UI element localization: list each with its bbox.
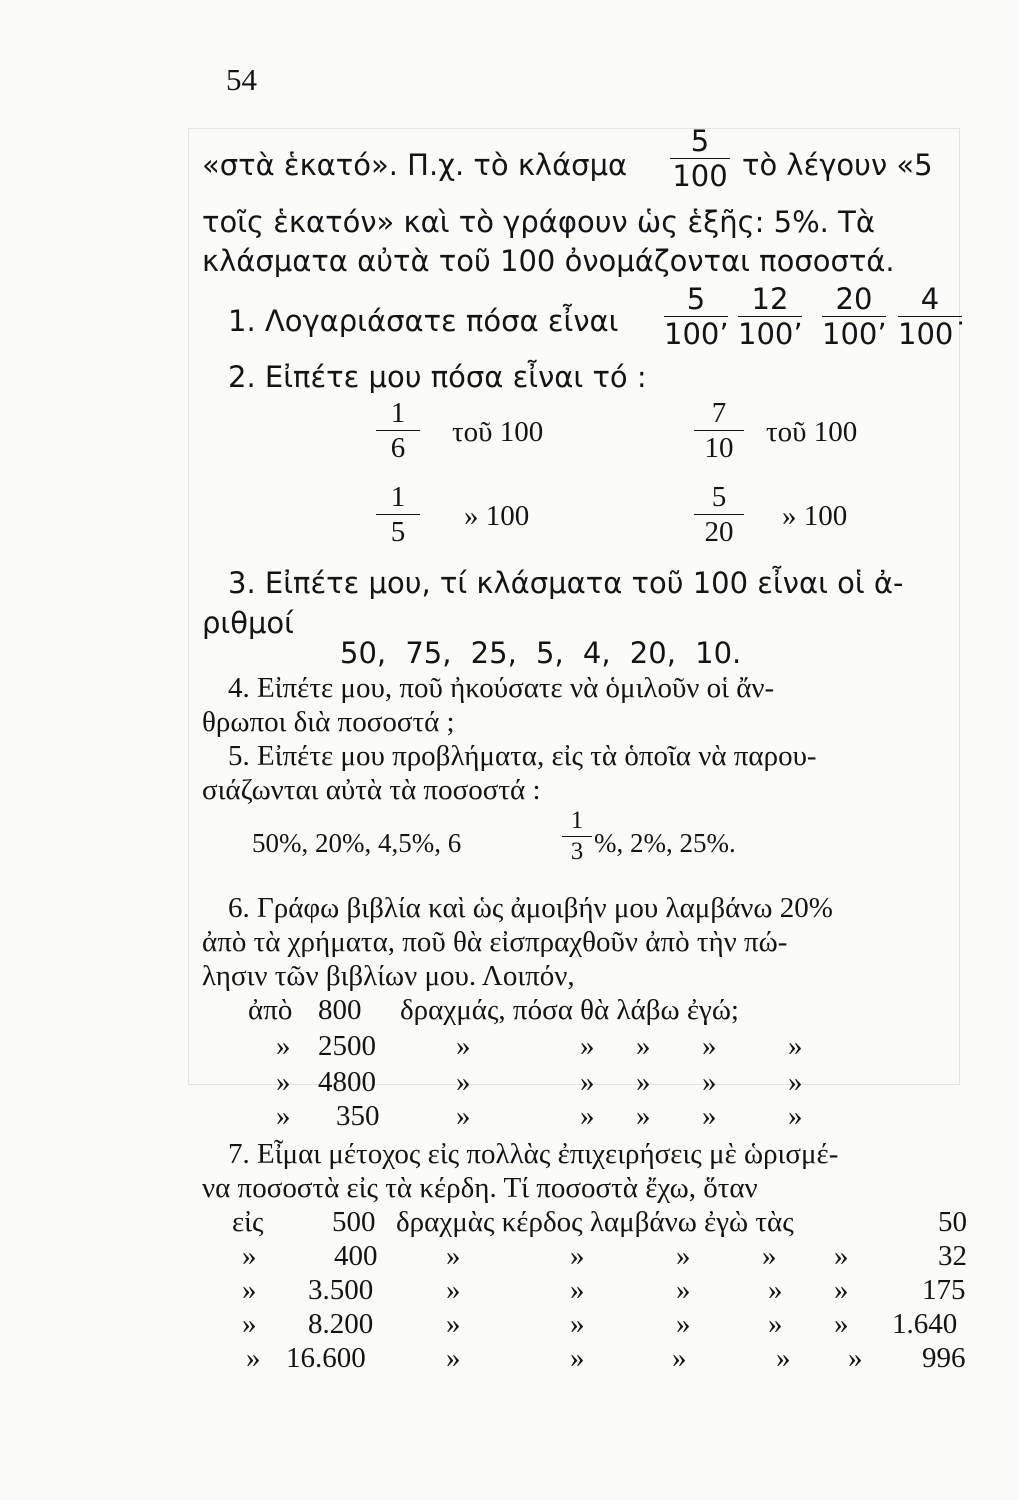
ditto-mark: »: [768, 1308, 783, 1340]
ditto-mark: »: [446, 1274, 461, 1306]
q7-row-value: 32: [938, 1240, 967, 1272]
q2-row2-frac-right: [694, 482, 744, 548]
q6-row-amount: 350: [336, 1100, 380, 1132]
q2-row2-right-den: 20: [704, 516, 734, 549]
ditto-mark: »: [762, 1240, 777, 1272]
ditto-mark: »: [242, 1308, 257, 1340]
ditto-mark: »: [276, 1100, 291, 1132]
q2-row1-text-left: τοῦ 100: [452, 416, 544, 448]
ditto-mark: »: [768, 1274, 783, 1306]
q1-fraction-2: [738, 284, 802, 350]
ditto-mark: »: [570, 1240, 585, 1272]
q7-row-value: 175: [922, 1274, 966, 1306]
q1-fraction-1: [664, 284, 728, 350]
page-number: 54: [226, 62, 257, 97]
q6-row-amount: 2500: [318, 1030, 376, 1062]
q2-row2-text-right: » 100: [782, 500, 848, 532]
q2-row1-text-right: τοῦ 100: [766, 416, 858, 448]
q2-row1-left-num: 1: [390, 397, 406, 429]
ditto-mark: »: [276, 1066, 291, 1098]
q5-line-1: 5. Εἰπέτε μου προβλήματα, εἰς τὰ ὁποῖα νὰ παρου-: [228, 740, 817, 772]
ditto-mark: »: [456, 1066, 471, 1098]
ditto-mark: »: [672, 1342, 687, 1374]
q2-row2-left-den: 5: [390, 516, 406, 549]
ditto-mark: »: [276, 1030, 291, 1062]
q7-first-text: δραχμὰς κέρδος λαμβάνω ἐγὼ τὰς: [396, 1206, 794, 1238]
q6-first-pre: ἀπὸ: [248, 994, 293, 1026]
intro-fraction: [670, 126, 730, 192]
q1-frac-1-den: 100’: [664, 317, 729, 352]
q6-first-text: δραχμάς, πόσα θὰ λάβω ἐγώ;: [400, 994, 739, 1026]
ditto-mark: »: [242, 1274, 257, 1306]
ditto-mark: »: [834, 1308, 849, 1340]
q2-row2-left-num: 1: [390, 481, 406, 513]
ditto-mark: »: [570, 1308, 585, 1340]
ditto-mark: »: [702, 1066, 717, 1098]
fraction-bar: [694, 430, 744, 431]
q3-line-2: ριθμοί: [202, 606, 294, 640]
q2-row1-right-num: 7: [711, 397, 727, 429]
q1-fraction-3: [822, 284, 886, 350]
ditto-mark: »: [702, 1030, 717, 1062]
intro-line-2: τοῖς ἑκατόν» καὶ τὸ γράφουν ὡς ἑξῆς: 5%. Τὰ: [202, 205, 875, 239]
q1-frac-3-den: 100’: [822, 317, 887, 352]
q7-line-2: να ποσοστὰ εἰς τὰ κέρδη. Τί ποσοστὰ ἔχω, ὅταν: [202, 1172, 758, 1204]
ditto-mark: »: [676, 1274, 691, 1306]
q2-row1-left-den: 6: [390, 432, 406, 465]
q5-percents-b: %, 2%, 25%.: [594, 828, 736, 858]
q2-row2-right-num: 5: [711, 481, 727, 513]
ditto-mark: »: [580, 1100, 595, 1132]
fraction-bar: [376, 514, 420, 515]
ditto-mark: »: [570, 1274, 585, 1306]
q5-frac-num: 1: [570, 807, 584, 834]
ditto-mark: »: [446, 1308, 461, 1340]
q7-line-1: 7. Εἶμαι μέτοχος εἰς πολλὰς ἐπιχειρήσεις μὲ ὡρισμέ-: [228, 1138, 839, 1170]
ditto-mark: »: [446, 1240, 461, 1272]
ditto-mark: »: [570, 1342, 585, 1374]
q1-frac-4-num: 4: [920, 282, 940, 316]
q7-first-pre: εἰς: [232, 1206, 264, 1238]
q1-frac-2-num: 12: [751, 282, 789, 316]
ditto-mark: »: [580, 1030, 595, 1062]
q3-line-1: 3. Εἰπέτε μου, τί κλάσματα τοῦ 100 εἶναι οἱ ἀ-: [228, 566, 904, 600]
q5-percents-a: 50%, 20%, 4,5%, 6: [252, 828, 462, 858]
q7-row-amount: 8.200: [308, 1308, 374, 1340]
ditto-mark: »: [848, 1342, 863, 1374]
q4-line-1: 4. Εἰπέτε μου, ποῦ ἠκούσατε νὰ ὁμιλοῦν οἱ ἄν-: [228, 672, 775, 704]
q7-row-amount: 3.500: [308, 1274, 374, 1306]
q2-row2-frac-left: [376, 482, 420, 548]
q2-row1-right-den: 10: [704, 432, 734, 465]
q6-first-amount: 800: [318, 994, 362, 1026]
q4-line-2: θρωποι διὰ ποσοστά ;: [202, 706, 455, 738]
intro-frac-num: 5: [690, 124, 710, 158]
intro-line-3: κλάσματα αὐτὰ τοῦ 100 ὀνομάζονται ποσοστά.: [202, 244, 895, 278]
ditto-mark: »: [636, 1100, 651, 1132]
q5-line-2: σιάζωνται αὐτὰ τὰ ποσοστά :: [202, 774, 541, 806]
fraction-bar: [694, 514, 744, 515]
q7-row-value: 996: [922, 1342, 966, 1374]
ditto-mark: »: [788, 1100, 803, 1132]
q2-row1-frac-right: [694, 398, 744, 464]
q1-fraction-4: [898, 282, 968, 352]
intro-line-1a: «στὰ ἑκατό». Π.χ. τὸ κλάσμα: [202, 148, 628, 182]
intro-frac-den: 100: [672, 159, 728, 194]
ditto-mark: »: [246, 1342, 261, 1374]
q2-row1-frac-left: [376, 398, 420, 464]
ditto-mark: »: [676, 1308, 691, 1340]
ditto-mark: »: [456, 1100, 471, 1132]
fraction-bar: [562, 836, 592, 837]
ditto-mark: »: [580, 1066, 595, 1098]
intro-line-1b: τὸ λέγουν «5: [742, 148, 933, 182]
q2-text: 2. Εἰπέτε μου πόσα εἶναι τό :: [228, 360, 647, 394]
q7-row-amount: 400: [334, 1240, 378, 1272]
q6-row-amount: 4800: [318, 1066, 376, 1098]
ditto-mark: »: [788, 1066, 803, 1098]
q5-frac-den: 3: [570, 838, 584, 866]
q1-frac-1-num: 5: [686, 282, 706, 316]
q3-numbers: 50, 75, 25, 5, 4, 20, 10.: [340, 636, 742, 670]
q1-frac-2-den: 100’: [738, 317, 803, 352]
q6-line-1: 6. Γράφω βιβλία καὶ ὡς ἀμοιβήν μου λαμβάνω 20%: [228, 892, 833, 924]
q2-row2-text-left: » 100: [464, 500, 530, 532]
fraction-bar: [376, 430, 420, 431]
ditto-mark: »: [636, 1066, 651, 1098]
ditto-mark: »: [676, 1240, 691, 1272]
q6-line-3: λησιν τῶν βιβλίων μου. Λοιπόν,: [202, 960, 575, 992]
q7-first-amount: 500: [332, 1206, 376, 1238]
ditto-mark: »: [834, 1274, 849, 1306]
ditto-mark: »: [834, 1240, 849, 1272]
q1-frac-4-den: 100˙: [898, 317, 968, 352]
ditto-mark: »: [446, 1342, 461, 1374]
ditto-mark: »: [636, 1030, 651, 1062]
ditto-mark: »: [242, 1240, 257, 1272]
ditto-mark: »: [702, 1100, 717, 1132]
q1-frac-3-num: 20: [835, 282, 873, 316]
q7-row-amount: 16.600: [286, 1342, 366, 1374]
q7-first-value: 50: [938, 1206, 967, 1238]
q6-line-2: ἀπὸ τὰ χρήματα, ποῦ θὰ εἰσπραχθοῦν ἀπὸ τὴν πώ-: [202, 926, 788, 958]
q1-text: 1. Λογαριάσατε πόσα εἶναι: [228, 304, 619, 338]
ditto-mark: »: [456, 1030, 471, 1062]
ditto-mark: »: [776, 1342, 791, 1374]
q5-fraction: [562, 808, 592, 866]
ditto-mark: »: [788, 1030, 803, 1062]
q7-row-value: 1.640: [892, 1308, 958, 1340]
